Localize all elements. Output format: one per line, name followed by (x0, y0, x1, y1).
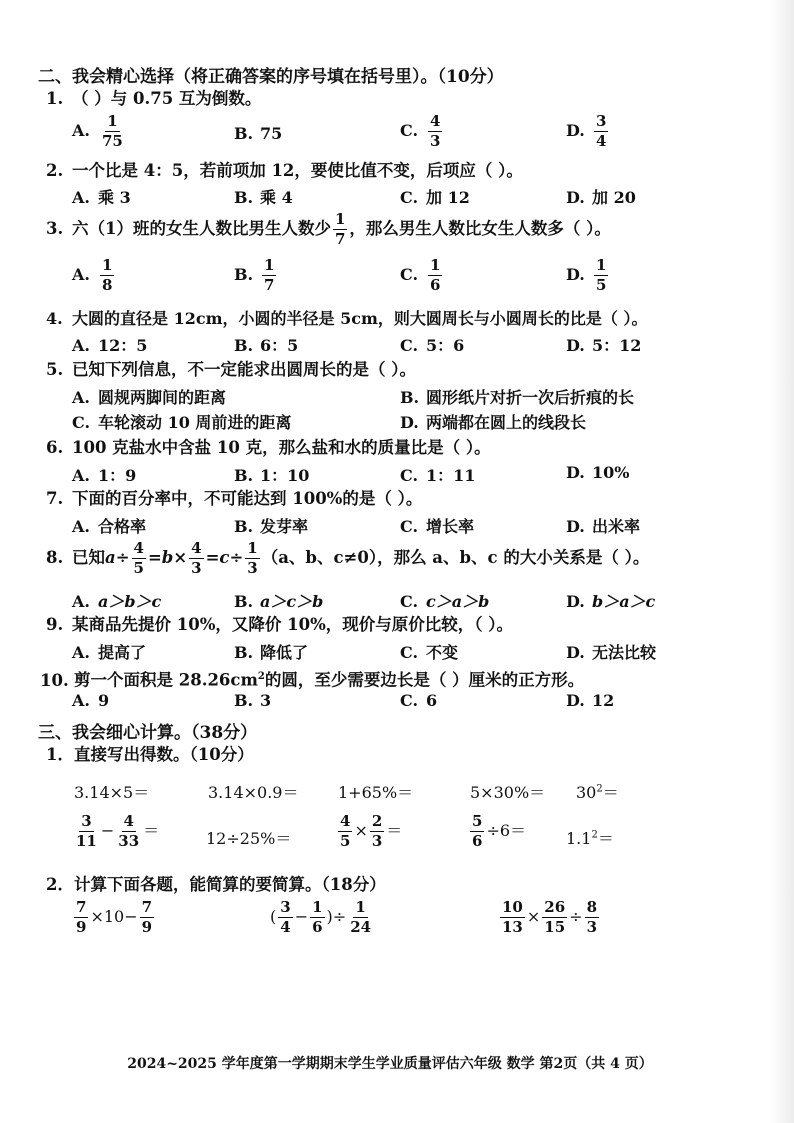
option-letter: B. (234, 336, 254, 355)
option-text: 5：6 (426, 336, 465, 355)
denominator: 3 (430, 132, 441, 150)
option-letter: D. (566, 517, 585, 536)
denominator: 3 (586, 918, 597, 936)
question-6 (46, 437, 491, 459)
fraction (310, 900, 324, 935)
option-letter: B. (234, 592, 254, 611)
option-letter: D. (400, 413, 419, 432)
option-c[interactable] (400, 258, 444, 293)
option-letter: D. (566, 463, 585, 482)
denominator: 7 (264, 276, 275, 294)
option-a[interactable] (72, 333, 147, 356)
option-text: 发芽率 (260, 517, 309, 536)
fraction (500, 900, 525, 935)
option-text: 1：10 (260, 466, 310, 485)
equals: ＝ (143, 821, 160, 840)
option-a[interactable] (72, 691, 109, 710)
question-5 (46, 359, 416, 381)
question-stem: 剪一个面积是 28.26cm (74, 670, 258, 690)
option-text: 无法比较 (592, 643, 657, 662)
option-b[interactable] (234, 640, 308, 663)
denominator: 75 (102, 132, 123, 150)
option-b[interactable] (234, 514, 308, 537)
question-number: 3. (46, 219, 64, 238)
question-stem: 一个比是 4：5，若前项加 12，要使比值不变，后项应（ ）。 (72, 161, 523, 180)
numerator: 4 (340, 812, 351, 830)
equals: ＝ (597, 829, 614, 848)
denominator: 11 (76, 832, 97, 850)
fraction (594, 114, 608, 149)
question-number: 6. (46, 438, 64, 457)
fraction (100, 114, 125, 149)
paren-open: ( (270, 907, 277, 926)
option-letter: A. (72, 388, 90, 407)
option-text: 6：5 (260, 336, 299, 355)
option-c[interactable] (400, 333, 464, 356)
fraction (542, 900, 567, 935)
option-c[interactable] (400, 514, 474, 537)
option-letter: A. (72, 592, 90, 611)
operator: ÷ (569, 907, 583, 926)
option-c[interactable] (72, 410, 291, 433)
question-1 (46, 88, 261, 110)
part-2-title: 2．计算下面各题，能简算的要简算。（18分） (46, 875, 386, 894)
question-stem-tail: （a、b、c≠0），那么 a、b、c 的大小关系是（ ）。 (261, 548, 650, 567)
option-text: 3 (260, 691, 272, 710)
option-d[interactable] (566, 333, 641, 356)
option-letter: C. (400, 592, 419, 611)
option-letter: A. (72, 643, 90, 662)
denominator: 4 (280, 918, 291, 936)
fraction (262, 258, 276, 293)
option-letter: A. (72, 466, 90, 485)
calc-2-1 (72, 814, 159, 849)
question-stem-tail: 的圆，至少需要边长是（ ）厘米的正方形。 (264, 670, 585, 690)
question-number: 1. (46, 89, 64, 108)
question-7 (46, 488, 422, 510)
numerator: 10 (502, 898, 523, 916)
option-d[interactable] (566, 114, 610, 149)
fraction (278, 900, 292, 935)
operator: − (100, 821, 115, 840)
question-10-options (72, 691, 762, 715)
option-b[interactable] (234, 185, 293, 208)
option-text: 12 (592, 691, 615, 710)
question-1-options (72, 112, 762, 150)
option-text: b＞a＞c (592, 592, 656, 611)
option-letter: D. (566, 188, 585, 207)
option-text: 车轮滚动 10 周前进的距离 (98, 413, 292, 432)
option-text: 合格率 (98, 517, 147, 536)
option-text: 1：11 (426, 466, 476, 485)
superscript: 2 (591, 829, 598, 841)
question-number: 7. (46, 489, 64, 508)
part-1-title: 1．直接写出得数。（10分） (46, 745, 254, 764)
question-stem: （ ）与 0.75 互为倒数。 (72, 89, 262, 108)
option-letter: B. (234, 643, 254, 662)
option-letter: A. (72, 336, 90, 355)
operator: ×10− (90, 907, 138, 926)
superscript: 2 (596, 783, 603, 795)
question-stem: 大圆的直径是 12cm，小圆的半径是 5cm，则大圆周长与小圆周长的比是（ ）。 (72, 309, 648, 328)
page-footer: 2024~2025 学年度第一学期期末学生学业质量评估六年级 数学 第2页（共 4 页） (127, 1056, 653, 1072)
question-stem: 六（1）班的女生人数比男生人数少 (72, 219, 331, 238)
option-letter: B. (234, 466, 254, 485)
option-a[interactable] (72, 258, 116, 293)
option-d[interactable] (566, 640, 656, 663)
option-d[interactable] (566, 463, 629, 482)
fraction (140, 900, 154, 935)
option-text: 75 (260, 124, 283, 143)
option-text: 加 12 (426, 188, 470, 207)
question-number: 9. (46, 615, 64, 634)
question-stem: 某商品先提价 10%，又降价 10%，现价与原价比较，（ ）。 (72, 615, 514, 634)
fraction (338, 814, 352, 849)
question-3-options (72, 256, 762, 294)
denominator: 5 (596, 276, 607, 294)
option-text: 12：5 (98, 336, 148, 355)
option-letter: A. (72, 188, 90, 207)
numerator: 1 (430, 256, 441, 274)
fraction (74, 814, 99, 849)
option-text: a＞b＞c (98, 592, 162, 611)
option-letter: B. (234, 265, 254, 284)
option-c[interactable] (400, 691, 437, 710)
numerator: 8 (586, 898, 597, 916)
option-letter: C. (72, 413, 91, 432)
numerator: 7 (141, 898, 153, 916)
option-letter: B. (400, 388, 420, 407)
option-d[interactable] (566, 589, 655, 612)
option-text: 5：12 (592, 336, 642, 355)
option-d[interactable] (400, 410, 586, 433)
option-b[interactable] (234, 589, 323, 612)
question-number: 5. (46, 360, 64, 379)
question-8 (46, 540, 649, 576)
numerator: 1 (102, 256, 113, 274)
calc-2-5 (566, 826, 614, 849)
denominator: 6 (312, 918, 323, 936)
numerator: 26 (544, 898, 566, 916)
option-text: 降低了 (260, 643, 309, 662)
option-text: a＞c＞b (260, 592, 324, 611)
option-letter: D. (566, 592, 585, 611)
option-a[interactable] (72, 385, 226, 408)
option-c[interactable] (400, 114, 444, 149)
fraction (74, 900, 88, 935)
expr-b: =b× (147, 548, 188, 567)
question-9-options (72, 640, 762, 664)
denominator: 9 (76, 918, 87, 936)
option-letter: A. (72, 691, 90, 710)
fraction (594, 258, 608, 293)
denominator: 7 (334, 230, 346, 248)
option-letter: A. (72, 265, 90, 284)
numerator: 7 (76, 898, 87, 916)
option-text: 圆规两脚间的距离 (98, 388, 227, 407)
option-c[interactable] (400, 463, 475, 486)
fraction (348, 900, 373, 935)
option-text: 不变 (426, 643, 459, 662)
option-text: 乘 3 (98, 188, 131, 207)
expression-tail: ÷6＝ (486, 821, 527, 840)
numerator: 1 (312, 898, 323, 916)
option-letter: D. (566, 121, 585, 140)
option-b[interactable] (234, 691, 271, 710)
option-letter: C. (400, 121, 419, 140)
option-b[interactable] (400, 385, 634, 408)
fraction (470, 814, 484, 849)
numerator: 5 (472, 812, 483, 830)
option-text: 1：9 (98, 466, 137, 485)
fraction (132, 541, 146, 576)
calc-2-4 (468, 814, 526, 849)
option-a[interactable] (72, 463, 136, 486)
operator: − (294, 907, 309, 926)
question-stem: 100 克盐水中含盐 10 克，那么盐和水的质量比是（ ）。 (72, 438, 491, 457)
option-letter: B. (234, 188, 254, 207)
denominator: 4 (596, 132, 607, 150)
question-stem: 已知 (72, 548, 105, 567)
denominator: 3 (371, 832, 383, 850)
numerator: 1 (107, 112, 118, 130)
question-5-options-row2 (72, 410, 762, 434)
numerator: 4 (133, 539, 144, 557)
numerator: 3 (81, 812, 92, 830)
base: 1.1 (566, 829, 592, 848)
numerator: 4 (123, 812, 134, 830)
question-3 (46, 212, 611, 247)
calc-1-5 (576, 780, 619, 803)
option-text: 加 20 (592, 188, 636, 207)
option-letter: C. (400, 265, 419, 284)
denominator: 15 (544, 918, 566, 936)
option-b[interactable] (234, 124, 282, 143)
question-4-options (72, 333, 762, 357)
option-letter: D. (566, 265, 585, 284)
denominator: 5 (340, 832, 351, 850)
question-9 (46, 614, 513, 636)
denominator: 6 (472, 832, 483, 850)
question-6-options (72, 463, 762, 487)
question-7-options (72, 514, 762, 538)
option-letter: B. (234, 517, 254, 536)
denominator: 13 (502, 918, 523, 936)
numerator: 4 (191, 539, 202, 557)
numerator: 1 (247, 539, 258, 557)
numerator: 3 (280, 898, 291, 916)
option-b[interactable] (234, 463, 309, 486)
option-a[interactable] (72, 640, 146, 663)
calc-1-1: 3.14×5＝ (74, 783, 150, 802)
denominator: 6 (430, 276, 441, 294)
question-number: 2. (46, 161, 64, 180)
option-letter: B. (234, 124, 254, 143)
option-text: c＞a＞b (426, 592, 490, 611)
simplify-2 (270, 900, 375, 935)
fraction (428, 258, 442, 293)
option-letter: C. (400, 691, 419, 710)
denominator: 33 (118, 832, 140, 850)
numerator: 1 (355, 898, 366, 916)
option-text: 出米率 (592, 517, 641, 536)
option-letter: A. (72, 517, 90, 536)
denominator: 24 (350, 918, 372, 936)
denominator: 3 (247, 559, 258, 577)
option-c[interactable] (400, 640, 458, 663)
question-number: 10. (40, 670, 69, 690)
superscript: 2 (257, 671, 265, 682)
option-text: 乘 4 (260, 188, 293, 207)
option-letter: C. (400, 517, 419, 536)
paren-close: )÷ (326, 907, 347, 926)
page-edge-shadow (770, 0, 794, 1123)
option-letter: C. (400, 336, 419, 355)
option-text: 增长率 (426, 517, 475, 536)
option-c[interactable] (400, 589, 489, 612)
calc-1-2: 3.14×0.9＝ (208, 783, 299, 802)
fraction (585, 900, 599, 935)
option-c[interactable] (400, 185, 470, 208)
numerator: 1 (596, 256, 607, 274)
calc-2-2: 12÷25%＝ (206, 829, 292, 848)
denominator: 5 (133, 559, 144, 577)
operator: × (354, 821, 368, 840)
numerator: 1 (334, 210, 346, 228)
expr-c: =c÷ (205, 548, 244, 567)
fraction (245, 541, 259, 576)
option-letter: D. (566, 643, 585, 662)
question-stem-tail: ，那么男生人数比女生人数多（ ）。 (349, 219, 611, 238)
operator: × (526, 907, 541, 926)
simplify-1 (72, 900, 156, 935)
option-text: 两端都在圆上的线段长 (426, 413, 587, 432)
numerator: 3 (596, 112, 607, 130)
fraction (428, 114, 442, 149)
denominator: 3 (191, 559, 202, 577)
option-d[interactable] (566, 514, 640, 537)
option-text: 9 (98, 691, 110, 710)
equals: ＝ (386, 821, 403, 840)
calc-1-4: 5×30%＝ (470, 783, 546, 802)
section-3-heading: 三、我会细心计算。（38分） (38, 723, 258, 743)
option-letter: A. (72, 121, 90, 140)
option-letter: B. (234, 691, 254, 710)
question-2 (46, 160, 523, 182)
section-2-heading: 二、我会精心选择（将正确答案的序号填在括号里）。（10分） (38, 67, 504, 87)
base: 30 (576, 783, 597, 802)
fraction (116, 814, 141, 849)
option-letter: C. (400, 466, 419, 485)
option-b[interactable] (234, 258, 278, 293)
option-text: 10% (592, 463, 630, 482)
question-8-options (72, 589, 762, 613)
expr-a: a÷ (105, 548, 130, 567)
numerator: 4 (430, 112, 441, 130)
question-number: 8. (46, 548, 64, 567)
question-stem: 已知下列信息，不一定能求出圆周长的是（ ）。 (72, 360, 416, 379)
option-d[interactable] (566, 691, 614, 710)
question-10 (40, 666, 584, 692)
fraction (370, 814, 384, 849)
option-a[interactable] (72, 514, 146, 537)
option-text: 6 (426, 691, 438, 710)
option-d[interactable] (566, 258, 610, 293)
option-text: 圆形纸片对折一次后折痕的长 (426, 388, 635, 407)
calc-1-3: 1+65%＝ (338, 783, 414, 802)
option-letter: D. (566, 691, 585, 710)
numerator: 1 (264, 256, 275, 274)
numerator: 2 (371, 812, 383, 830)
denominator: 9 (141, 918, 153, 936)
question-stem: 下面的百分率中，不可能达到 100%的是（ ）。 (72, 489, 423, 508)
option-b[interactable] (234, 333, 298, 356)
option-d[interactable] (566, 185, 636, 208)
option-a[interactable] (72, 589, 161, 612)
question-4 (46, 308, 647, 330)
equals: ＝ (602, 783, 619, 802)
simplify-3 (498, 900, 601, 935)
fraction (100, 258, 114, 293)
question-2-options (72, 185, 762, 209)
calc-2-3 (336, 814, 402, 849)
option-letter: D. (566, 336, 585, 355)
option-text: 提高了 (98, 643, 147, 662)
question-number: 4. (46, 309, 63, 328)
option-letter: C. (400, 643, 419, 662)
option-a[interactable] (72, 185, 131, 208)
fraction (333, 212, 347, 247)
denominator: 8 (102, 276, 113, 294)
question-5-options-row1 (72, 385, 762, 409)
fraction (189, 541, 203, 576)
option-letter: C. (400, 188, 419, 207)
option-a[interactable] (72, 114, 127, 149)
